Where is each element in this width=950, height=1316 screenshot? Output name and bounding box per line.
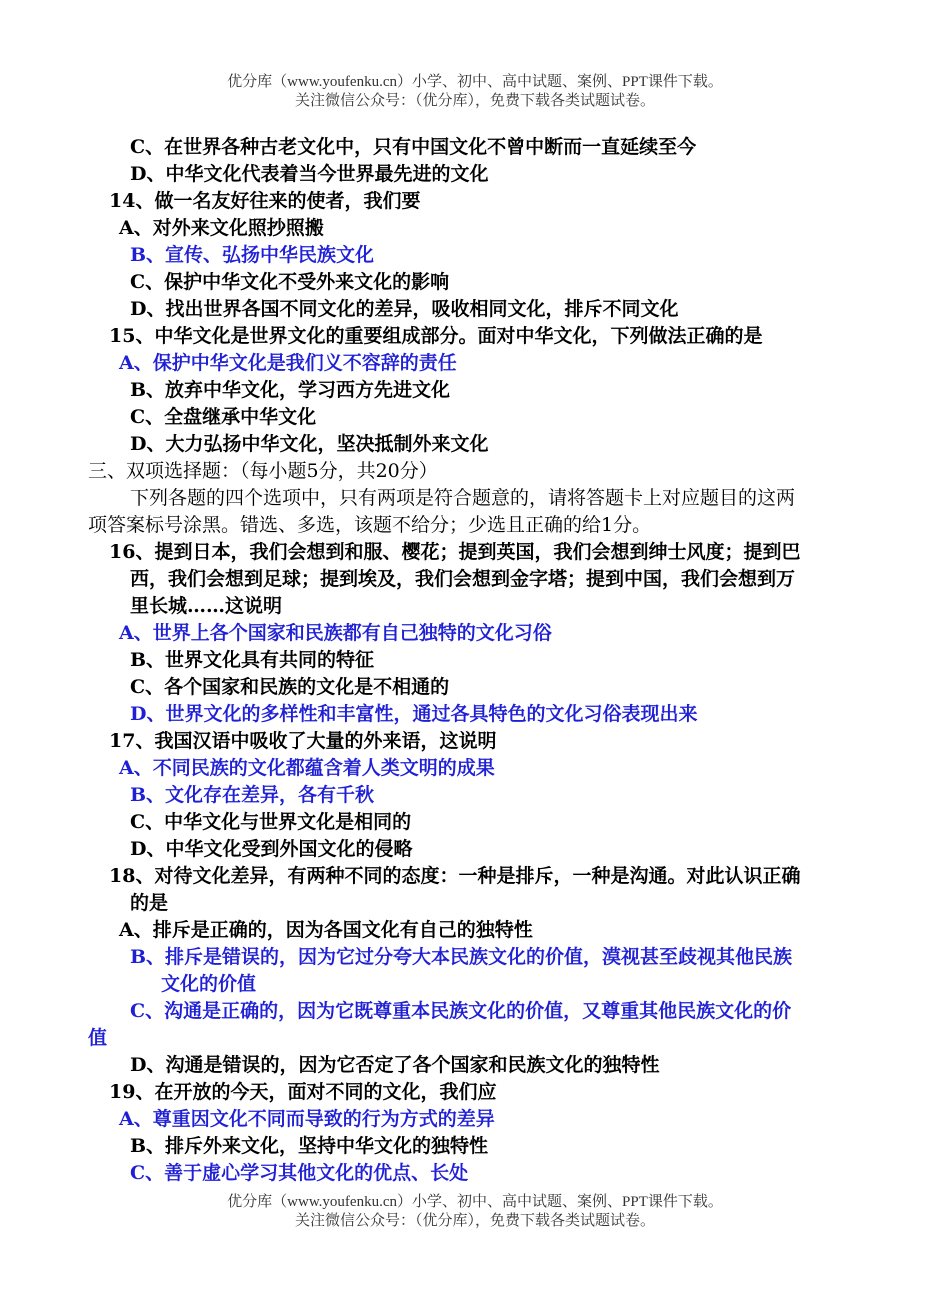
- option-15c: C、全盘继承中华文化: [130, 406, 317, 428]
- header-line-2: 关注微信公众号：（优分库），免费下载各类试题试卷。: [294, 93, 655, 109]
- option-14d: D、找出世界各国不同文化的差异，吸收相同文化，排斥不同文化: [130, 298, 679, 320]
- option-17a-answer: A、不同民族的文化都蕴含着人类文明的成果: [119, 757, 495, 779]
- question-16-line-2: 西，我们会想到足球；提到埃及，我们会想到金字塔；提到中国，我们会想到万: [130, 568, 796, 590]
- option-16a-answer: A、世界上各个国家和民族都有自己独特的文化习俗: [119, 622, 552, 644]
- option-18c-answer-line-2: 值: [88, 1027, 108, 1049]
- option-16c: C、各个国家和民族的文化是不相通的: [130, 676, 450, 698]
- option-18c-answer-line-1: C、沟通是正确的，因为它既尊重本民族文化的价值，又尊重其他民族文化的价: [130, 1000, 792, 1022]
- option-15d: D、大力弘扬中华文化，坚决抵制外来文化: [130, 433, 489, 455]
- option-19c-answer: C、善于虚心学习其他文化的优点、长处: [130, 1162, 469, 1184]
- question-17: 17、我国汉语中吸收了大量的外来语，这说明: [109, 730, 497, 752]
- question-19: 19、在开放的今天，面对不同的文化，我们应: [109, 1081, 497, 1103]
- option-19b: B、排斥外来文化，坚持中华文化的独特性: [130, 1135, 489, 1157]
- question-16-line-1: 16、提到日本，我们会想到和服、樱花；提到英国，我们会想到绅士风度；提到巴: [109, 541, 801, 563]
- option-13d: D、中华文化代表着当今世界最先进的文化: [130, 163, 489, 185]
- option-17c: C、中华文化与世界文化是相同的: [130, 811, 412, 833]
- instructions-line-2: 项答案标号涂黑。错选、多选，该题不给分；少选且正确的给1分。: [88, 514, 652, 536]
- option-18b-answer-line-2: 文化的价值: [161, 973, 257, 995]
- footer-line-2: 关注微信公众号：（优分库），免费下载各类试题试卷。: [294, 1213, 655, 1229]
- question-14: 14、做一名友好往来的使者，我们要: [109, 190, 421, 212]
- question-16-line-3: 里长城……这说明: [130, 595, 283, 617]
- option-14a: A、对外来文化照抄照搬: [119, 217, 324, 239]
- question-18-line-1: 18、对待文化差异，有两种不同的态度：一种是排斥，一种是沟通。对此认识正确: [109, 865, 801, 887]
- question-18-line-2: 的是: [130, 892, 169, 914]
- option-18d: D、沟通是错误的，因为它否定了各个国家和民族文化的独特性: [130, 1054, 660, 1076]
- option-17d: D、中华文化受到外国文化的侵略: [130, 838, 413, 860]
- option-15a-answer: A、保护中华文化是我们义不容辞的责任: [119, 352, 457, 374]
- option-18b-answer-line-1: B、排斥是错误的，因为它过分夸大本民族文化的价值，漠视甚至歧视其他民族: [130, 946, 793, 968]
- option-19a-answer: A、尊重因文化不同而导致的行为方式的差异: [119, 1108, 495, 1130]
- option-18a: A、排斥是正确的，因为各国文化有自己的独特性: [119, 919, 533, 941]
- header-line-1: 优分库（www.youfenku.cn）小学、初中、高中试题、案例、PPT课件下载。: [227, 74, 723, 90]
- option-16d-answer: D、世界文化的多样性和丰富性，通过各具特色的文化习俗表现出来: [130, 703, 698, 725]
- page-footer: [0, 1193, 950, 1231]
- footer-line-1: 优分库（www.youfenku.cn）小学、初中、高中试题、案例、PPT课件下载。: [227, 1194, 723, 1210]
- option-17b-answer: B、文化存在差异，各有千秋: [130, 784, 375, 806]
- section-heading: 三、双项选择题：（每小题5分，共20分）: [88, 460, 438, 482]
- option-15b: B、放弃中华文化，学习西方先进文化: [130, 379, 451, 401]
- option-14b-answer: B、宣传、弘扬中华民族文化: [130, 244, 375, 266]
- instructions-line-1: 下列各题的四个选项中，只有两项是符合题意的，请将答题卡上对应题目的这两: [130, 487, 796, 509]
- option-13c: C、在世界各种古老文化中，只有中国文化不曾中断而一直延续至今: [130, 136, 697, 158]
- option-14c: C、保护中华文化不受外来文化的影响: [130, 271, 450, 293]
- question-15: 15、中华文化是世界文化的重要组成部分。面对中华文化，下列做法正确的是: [109, 325, 763, 347]
- page-header: [0, 73, 950, 111]
- option-16b: B、世界文化具有共同的特征: [130, 649, 375, 671]
